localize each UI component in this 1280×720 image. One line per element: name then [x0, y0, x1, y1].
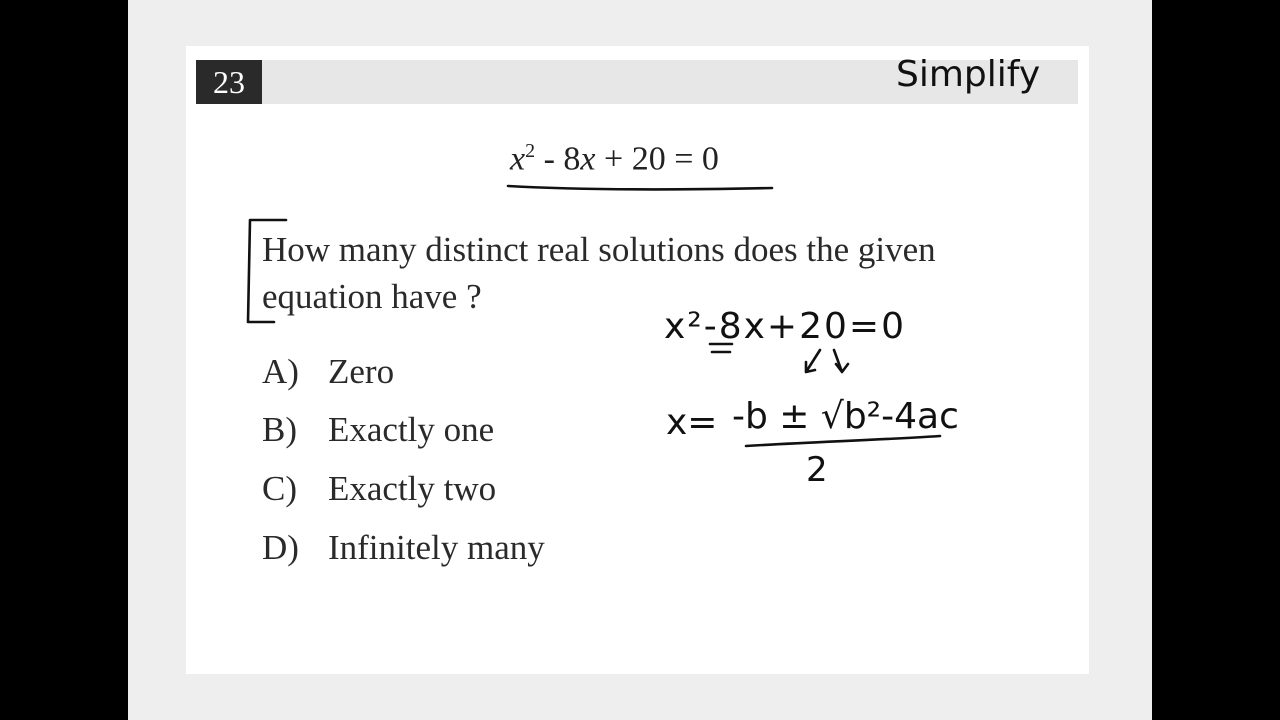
choice-text: Exactly two: [328, 469, 497, 508]
equation-variable: x: [510, 140, 526, 178]
choice-letter: D): [262, 528, 299, 567]
handwritten-note: Simplify: [896, 54, 1041, 95]
given-equation: [510, 140, 770, 178]
choice-b[interactable]: [262, 410, 494, 450]
choice-text: Zero: [328, 352, 395, 391]
handwritten-work-equation: x²-8x+20=0: [664, 306, 906, 347]
equation-exponent: 2: [525, 140, 536, 162]
equation-rest: + 20 = 0: [595, 140, 719, 178]
question-number: 23: [196, 60, 262, 104]
question-prompt: How many distinct real solutions does the given equation have ?: [262, 230, 936, 316]
choice-d[interactable]: [262, 528, 545, 568]
handwritten-formula-denominator: 2: [806, 450, 828, 490]
choice-a[interactable]: [262, 352, 394, 392]
equation-variable-2: x: [580, 140, 596, 178]
choice-letter: B): [262, 410, 297, 449]
handwritten-formula-left: x=: [666, 402, 718, 443]
choice-text: Exactly one: [328, 410, 495, 449]
equation-term: - 8: [535, 140, 581, 178]
choice-c[interactable]: [262, 469, 496, 509]
handwritten-formula-numerator: -b ± √b²-4ac: [732, 396, 959, 437]
choice-letter: A): [262, 352, 299, 391]
choice-letter: C): [262, 469, 297, 508]
choice-text: Infinitely many: [328, 528, 545, 567]
